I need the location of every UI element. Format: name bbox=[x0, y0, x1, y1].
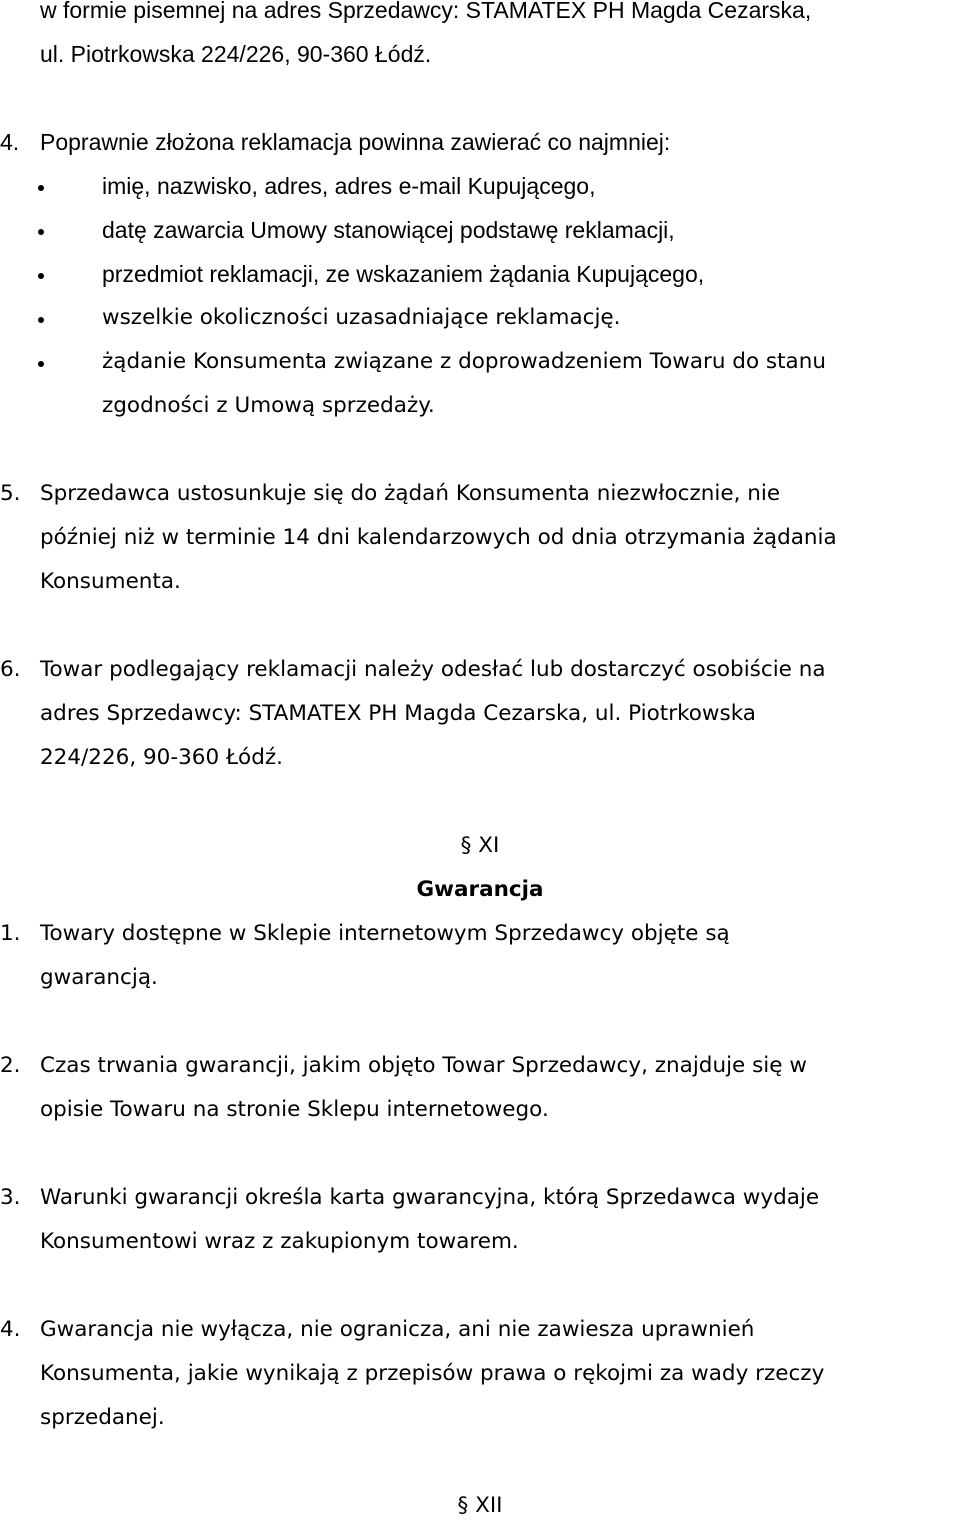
section-xi-title: Gwarancja bbox=[416, 877, 544, 902]
warranty-1-line-2: gwarancją. bbox=[40, 965, 158, 990]
item-4-bullet-5-cont: zgodności z Umową sprzedaży. bbox=[102, 393, 435, 418]
item-4-text: Poprawnie złożona reklamacja powinna zawierać co najmniej: bbox=[40, 129, 671, 155]
warranty-1-number: 1. bbox=[0, 921, 21, 946]
item-4-bullet-2: datę zawarcia Umowy stanowiącej podstawę reklamacji, bbox=[102, 217, 675, 243]
intro-line-1: w formie pisemnej na adres Sprzedawcy: STAMATEX PH Magda Cezarska, bbox=[40, 0, 812, 23]
item-5-number: 5. bbox=[0, 481, 21, 506]
warranty-4-line-3: sprzedanej. bbox=[40, 1405, 165, 1430]
bullet-icon bbox=[38, 317, 44, 323]
item-4-bullet-4: wszelkie okoliczności uzasadniające reklamację. bbox=[102, 305, 621, 330]
warranty-1-line-1: Towary dostępne w Sklepie internetowym Sprzedawcy objęte są bbox=[40, 921, 730, 946]
item-5-line-3: Konsumenta. bbox=[40, 569, 181, 594]
bullet-icon bbox=[38, 273, 44, 279]
bullet-icon bbox=[38, 361, 44, 367]
warranty-3-line-1: Warunki gwarancji określa karta gwarancyjna, którą Sprzedawca wydaje bbox=[40, 1185, 820, 1210]
item-4-bullet-5 bbox=[102, 349, 956, 375]
item-5-line-2: później niż w terminie 14 dni kalendarzowych od dnia otrzymania żądania bbox=[40, 525, 837, 550]
warranty-4-line-1: Gwarancja nie wyłącza, nie ogranicza, ani nie zawiesza uprawnień bbox=[40, 1317, 755, 1342]
warranty-2-line-2: opisie Towaru na stronie Sklepu internetowego. bbox=[40, 1097, 549, 1122]
item-4-number: 4. bbox=[0, 129, 20, 155]
item-6-line-1: Towar podlegający reklamacji należy odesłać lub dostarczyć osobiście na bbox=[40, 657, 826, 682]
warranty-4-line-2: Konsumenta, jakie wynikają z przepisów prawa o rękojmi za wady rzeczy bbox=[40, 1361, 825, 1386]
item-6-number: 6. bbox=[0, 657, 21, 682]
item-6-line-3: 224/226, 90-360 Łódź. bbox=[40, 745, 283, 770]
warranty-2-number: 2. bbox=[0, 1053, 21, 1078]
section-xii-mark: § XII bbox=[457, 1493, 503, 1518]
warranty-2-line-1: Czas trwania gwarancji, jakim objęto Towar Sprzedawcy, znajduje się w bbox=[40, 1053, 807, 1078]
item-4-bullet-1: imię, nazwisko, adres, adres e-mail Kupującego, bbox=[102, 173, 596, 199]
intro-line-2: ul. Piotrkowska 224/226, 90-360 Łódź. bbox=[40, 41, 432, 67]
warranty-3-number: 3. bbox=[0, 1185, 21, 1210]
item-6-line-2: adres Sprzedawcy: STAMATEX PH Magda Cezarska, ul. Piotrkowska bbox=[40, 701, 756, 726]
item-4-bullet-5-text: żądanie Konsumenta związane z doprowadzeniem Towaru do stanu bbox=[102, 349, 826, 374]
item-4-bullet-3: przedmiot reklamacji, ze wskazaniem żądania Kupującego, bbox=[102, 261, 705, 287]
item-5-line-1: Sprzedawca ustosunkuje się do żądań Konsumenta niezwłocznie, nie bbox=[40, 481, 781, 506]
bullet-icon bbox=[38, 229, 44, 235]
warranty-3-line-2: Konsumentowi wraz z zakupionym towarem. bbox=[40, 1229, 519, 1254]
item-4-bullet-5-justified bbox=[102, 349, 956, 375]
section-xi-mark: § XI bbox=[460, 833, 500, 858]
warranty-4-number: 4. bbox=[0, 1317, 21, 1342]
bullet-icon bbox=[38, 185, 44, 191]
